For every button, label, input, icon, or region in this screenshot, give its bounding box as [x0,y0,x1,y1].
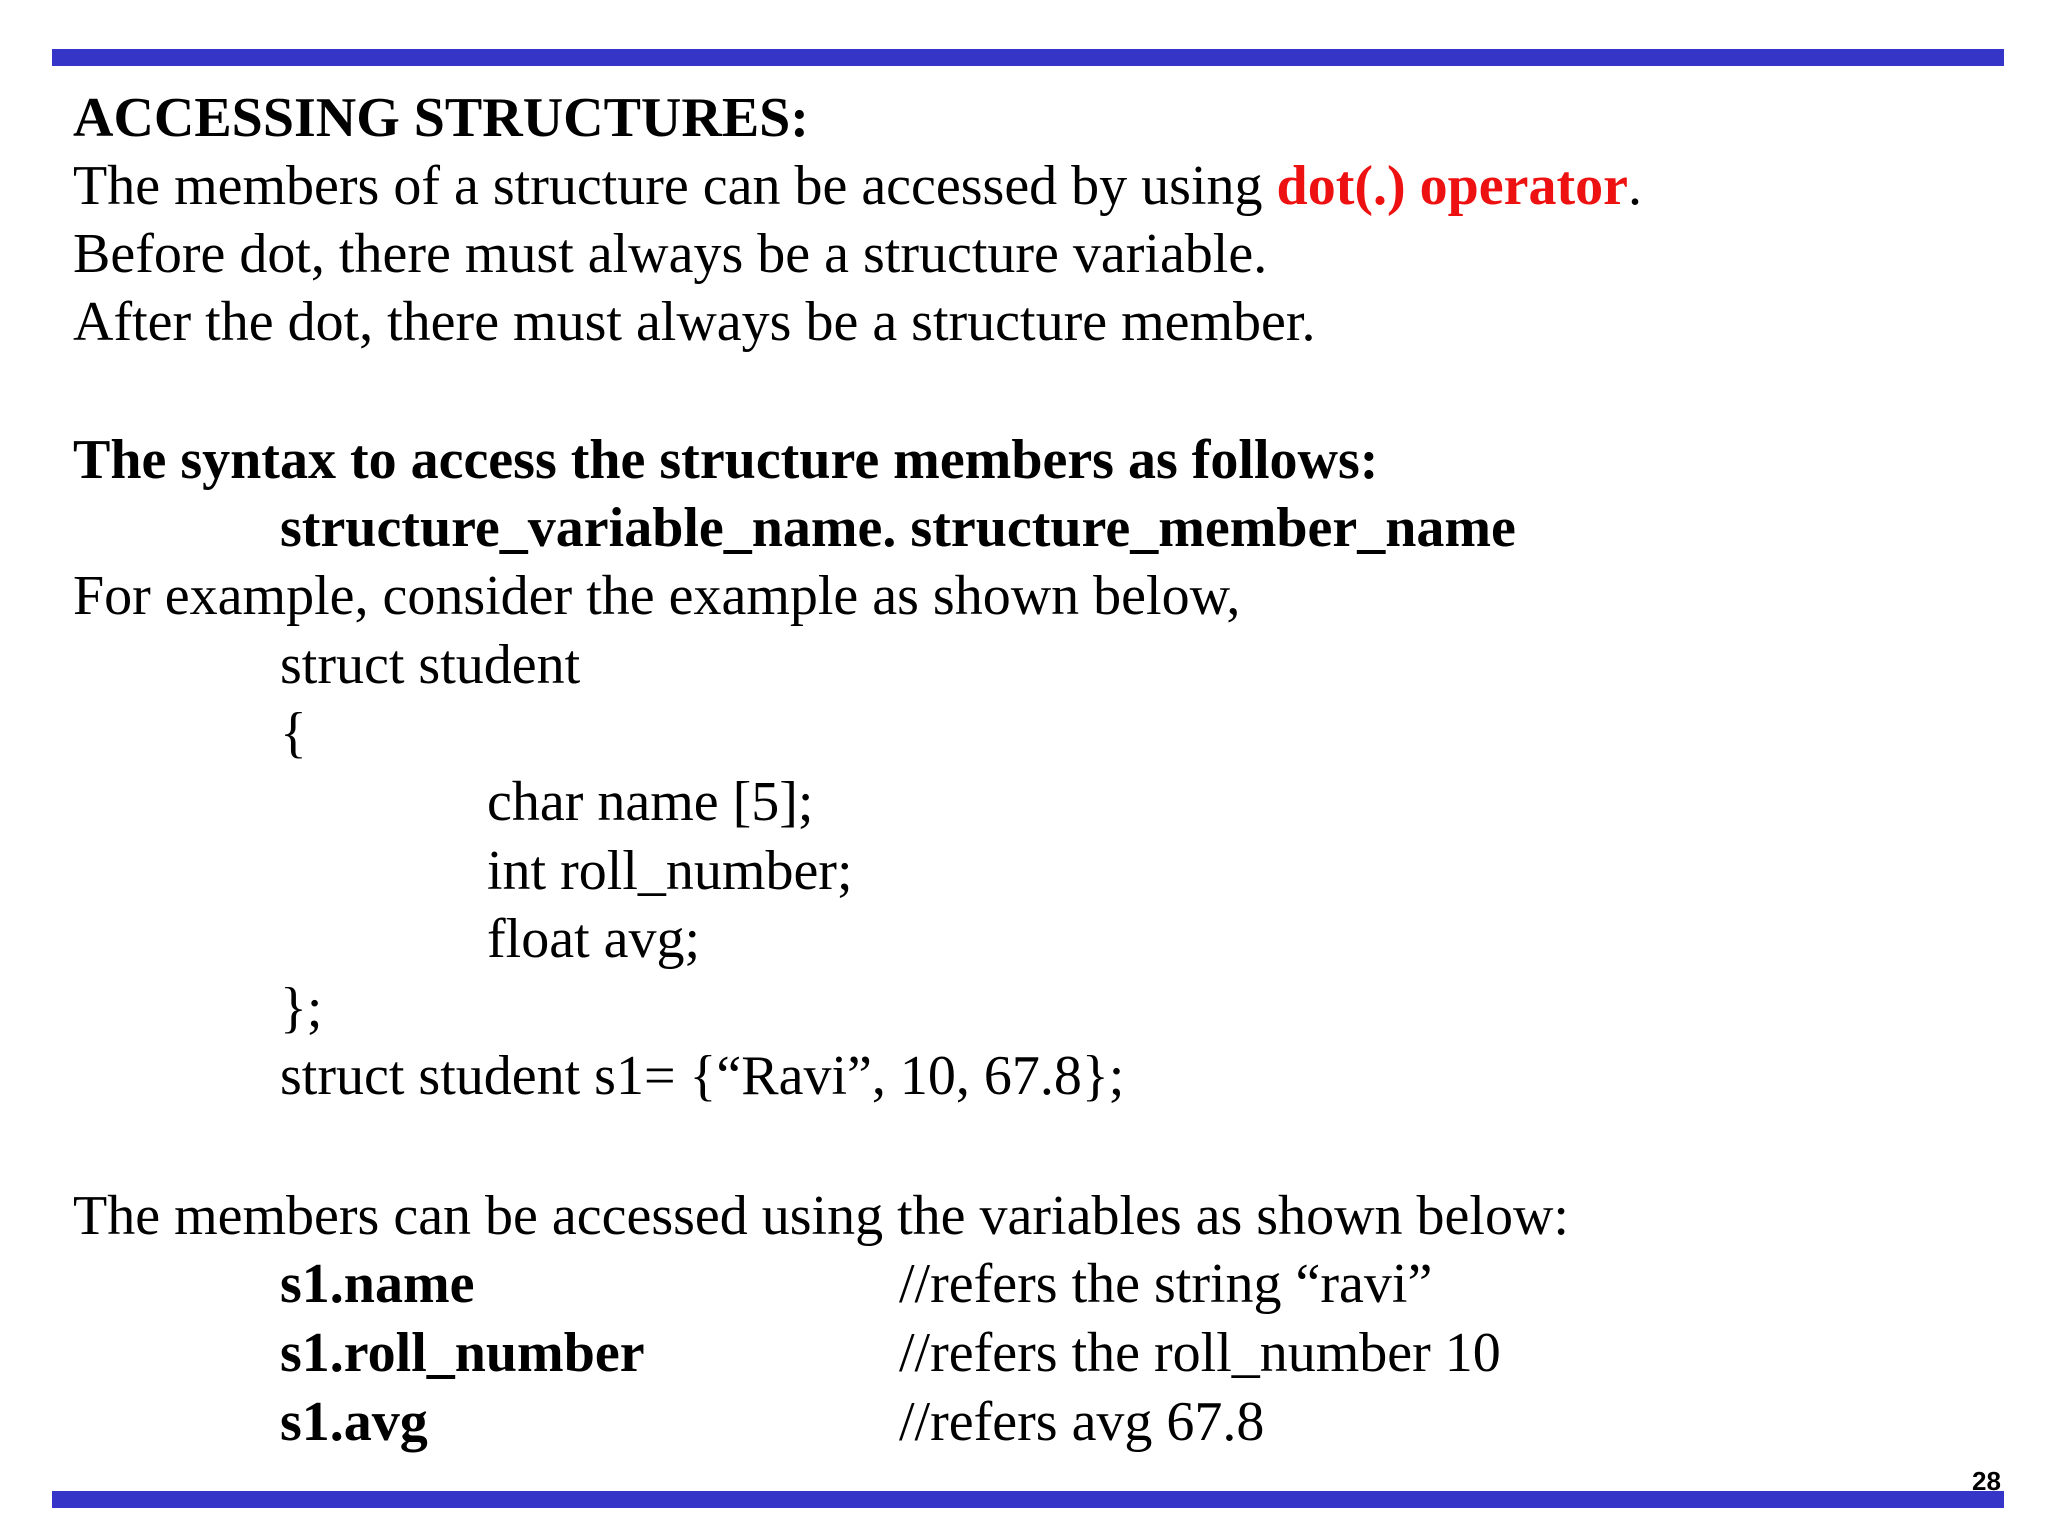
access-expr-avg: s1.avg [280,1391,428,1453]
access-intro: The members can be accessed using the variables as shown below: [73,1185,1569,1247]
dot-operator-highlight: dot(.) operator [1276,155,1628,217]
syntax-heading: The syntax to access the structure members as follows: [73,429,1379,491]
code-open-brace: { [280,702,307,764]
code-member-avg: float avg; [487,908,701,970]
code-member-name: char name [5]; [487,771,814,833]
bottom-rule [52,1491,2004,1508]
code-close-brace: }; [280,977,323,1039]
example-intro: For example, consider the example as shown below, [73,565,1241,627]
intro-line-1-period: . [1628,155,1642,217]
access-comment-name: //refers the string “ravi” [899,1253,1433,1315]
intro-line-3: After the dot, there must always be a structure member. [73,291,1316,353]
code-initialization: struct student s1= {“Ravi”, 10, 67.8}; [280,1045,1125,1107]
access-expr-name: s1.name [280,1253,475,1315]
page-number: 28 [1972,1466,2001,1496]
code-struct-decl: struct student [280,634,581,696]
code-member-roll-number: int roll_number; [487,840,853,902]
access-expr-roll-number: s1.roll_number [280,1322,645,1384]
intro-line-2: Before dot, there must always be a structure variable. [73,223,1268,285]
access-comment-avg: //refers avg 67.8 [899,1391,1265,1453]
syntax-form: structure_variable_name. structure_member_name [280,497,1516,559]
slide-heading: ACCESSING STRUCTURES: [73,87,809,149]
intro-line-1 [73,153,1642,219]
top-rule [52,49,2004,66]
access-comment-roll-number: //refers the roll_number 10 [899,1322,1501,1384]
intro-line-1-text: The members of a structure can be accessed by using [73,155,1277,217]
